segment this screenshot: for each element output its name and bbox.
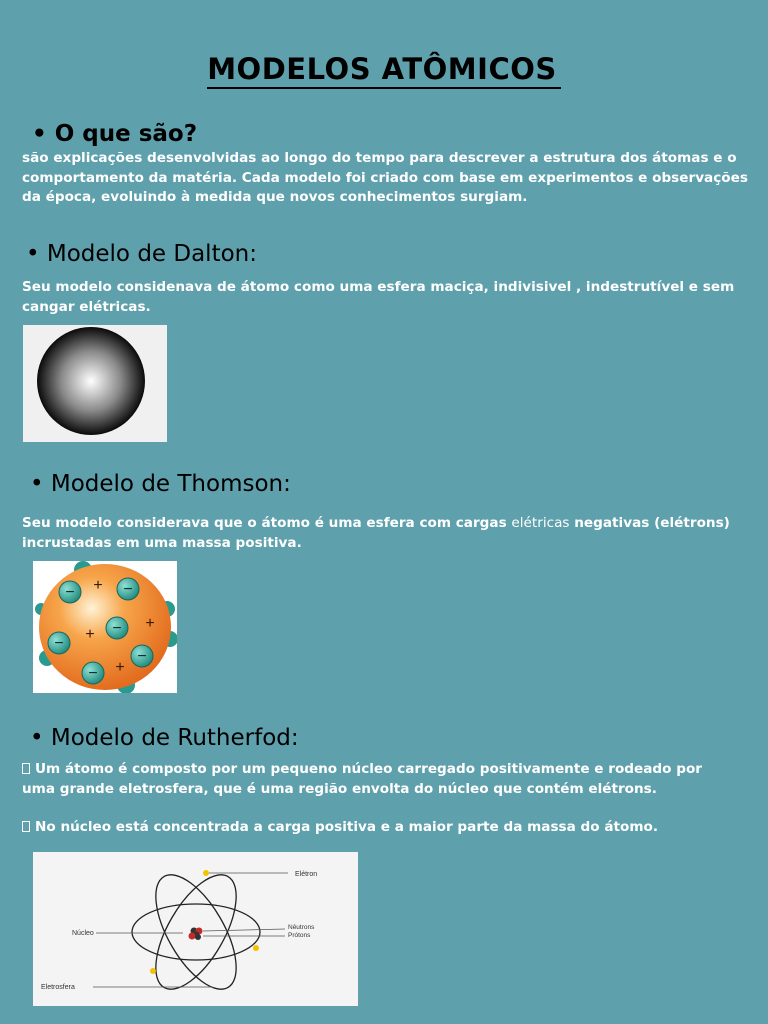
label-eletrosfera: Eletrosfera (41, 984, 75, 991)
svg-text:−: − (65, 584, 75, 601)
label-protons: Prótons (288, 932, 311, 939)
electron-b (253, 945, 259, 951)
svg-text:−: − (137, 648, 147, 665)
svg-text:−: − (88, 665, 98, 682)
rutherford-image (33, 852, 358, 1006)
svg-text:−: − (112, 620, 122, 637)
checkbox-bullet-icon (22, 763, 30, 774)
proton-1: + (93, 577, 103, 594)
electron-4 (48, 632, 70, 654)
electron-a (203, 870, 209, 876)
label-neutrons: Nêutrons (288, 924, 315, 931)
electron-5 (131, 645, 153, 667)
text-thomson-b: elétricas (511, 515, 570, 531)
text-thomson-c: negativas (elétrons) incrustadas em uma massa positiva. (22, 515, 730, 551)
label-eletron: Elétron (295, 871, 318, 878)
text-what: são explicações desenvolvidas ao longo do tempo para descrever a estrutura dos átomas e o comportamento da matéria. Cada modelo foi criado com base em experimentos e observações da época, evoluindo à medida que novos conhecimentos surgiam. (22, 150, 748, 205)
nucleus (189, 928, 203, 941)
proton-4: + (115, 659, 125, 676)
heading-thomson: • Modelo de Thomson: (30, 471, 291, 497)
checkbox-bullet-icon (22, 821, 30, 832)
electron-2 (117, 578, 139, 600)
label-nucleo: Núcleo (72, 930, 94, 937)
text-thomson-a: Seu modelo considerava que o átomo é uma esfera com cargas (22, 515, 512, 531)
heading-what: • O que são? (32, 121, 198, 147)
page-title (0, 52, 768, 86)
dalton-image (23, 325, 167, 442)
text-dalton: Seu modelo considenava de átomo como uma esfera maciça, indivisivel , indestrutível e sem cangar elétricas. (22, 279, 735, 315)
heading-dalton: • Modelo de Dalton: (26, 241, 257, 267)
thomson-model (33, 561, 177, 693)
proton-2: + (145, 615, 155, 632)
electron-6 (82, 662, 104, 684)
text-rutherford-1-body: Um átomo é composto por um pequeno núcleo carregado positivamente e rodeado por uma grande eletrosfera, que é uma região envolta do núcleo que contém elétrons. (22, 761, 702, 797)
thomson-image (33, 561, 177, 693)
electron-3 (106, 617, 128, 639)
svg-text:−: − (54, 635, 64, 652)
heading-rutherford: • Modelo de Rutherfod: (30, 725, 299, 751)
rutherford-diagram (33, 852, 358, 1006)
text-rutherford-1 (22, 760, 722, 799)
text-thomson (22, 514, 750, 553)
text-rutherford-2 (22, 818, 750, 838)
page-title-text: MODELOS ATÔMICOS (207, 52, 561, 89)
proton-3: + (85, 626, 95, 643)
svg-text:−: − (123, 581, 133, 598)
dalton-sphere (23, 325, 167, 442)
text-rutherford-2-body: No núcleo está concentrada a carga positiva e a maior parte da massa do átomo. (35, 819, 659, 835)
electron-c (150, 968, 156, 974)
electron-1 (59, 581, 81, 603)
